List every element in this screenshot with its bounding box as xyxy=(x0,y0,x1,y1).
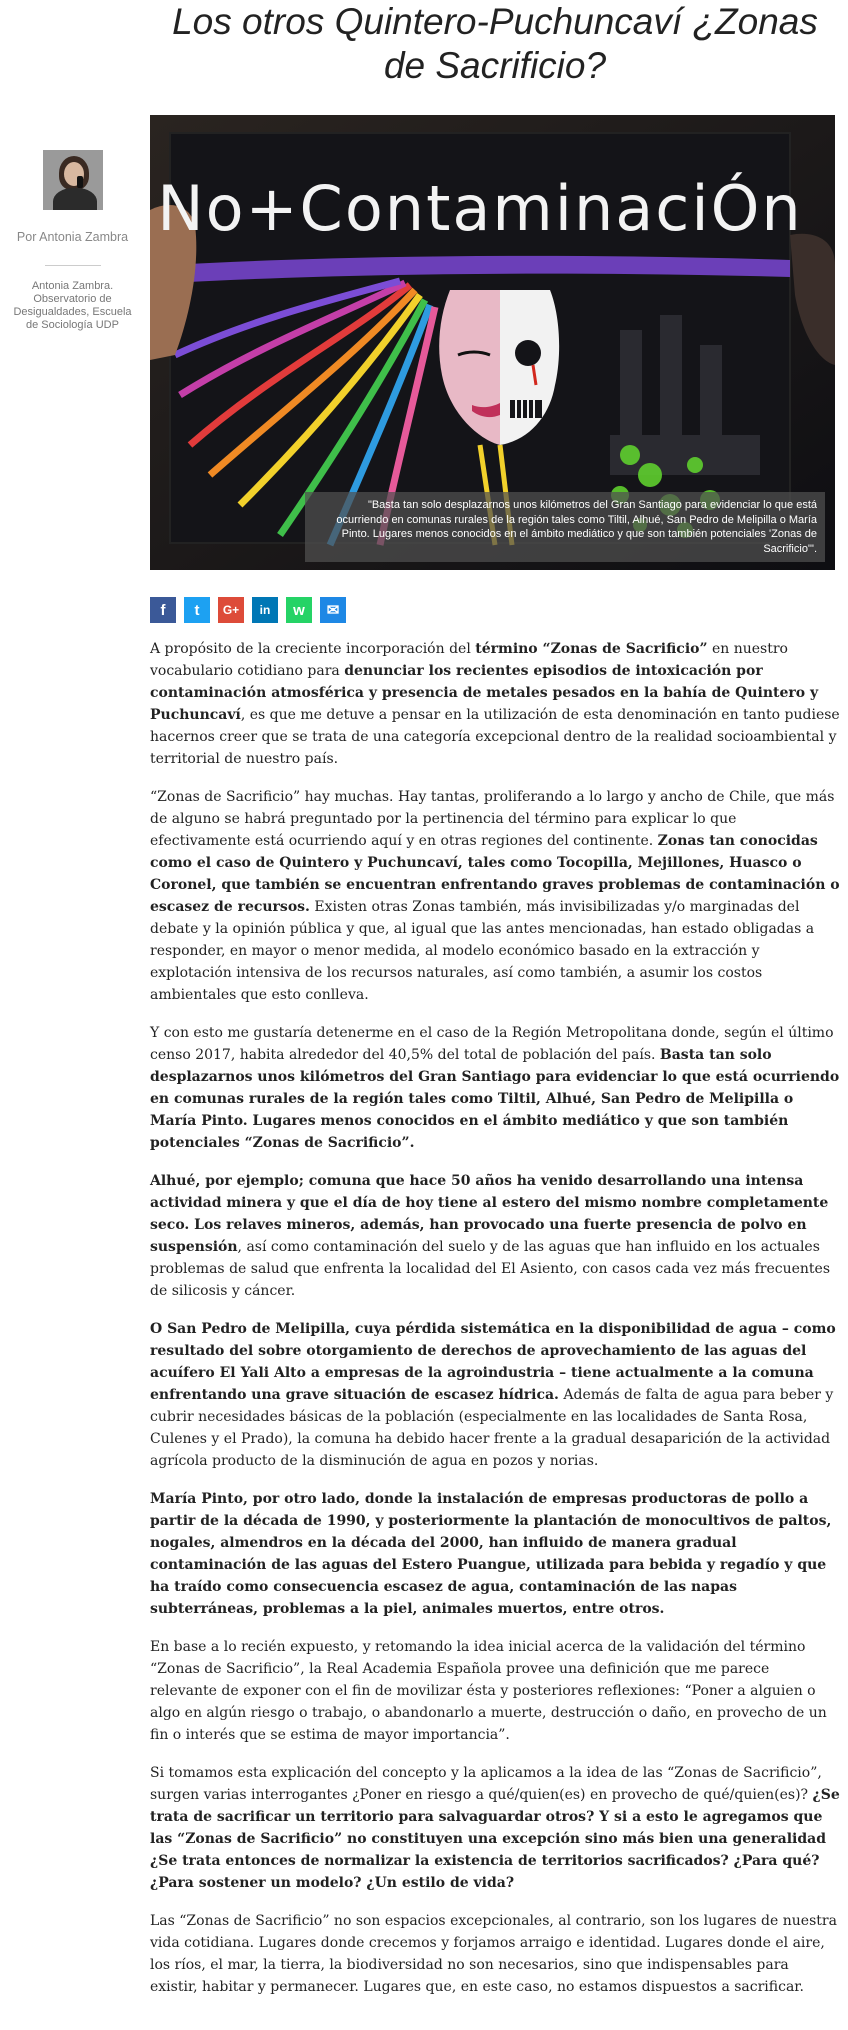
article-paragraph xyxy=(150,786,840,1006)
bold-text: María Pinto, por otro lado, donde la instalación de empresas productoras de pollo a partir de la década de 1990, y posteriormente la plantación de monocultivos de paltos, nogales, almendros en la década del 2000, han influido de manera gradual contaminación de las aguas del Estero Puangue, utilizada para bebida y regadío y que ha traído como consecuencia escasez de agua, contaminación de las napas subterráneas, problemas a la piel, animales muertos, entre otros. xyxy=(150,1491,832,1617)
sign-text: No+ContaminaciÓn xyxy=(157,172,803,245)
article-paragraph xyxy=(150,1488,840,1620)
author-box xyxy=(0,150,145,332)
bold-text: Alhué, por ejemplo; comuna que hace 50 años ha venido desarrollando una intensa actividad minera y que el día de hoy tiene al estero del mismo nombre completamente seco. Los relaves mineros, además, han provocado una fuerte presencia de polvo en suspensión xyxy=(150,1173,829,1255)
bold-text: O San Pedro de Melipilla, cuya pérdida sistemática en la disponibilidad de agua – como resultado del sobre otorgamiento de derechos de aprovechamiento de las aguas del acuífero El Yali Alto a empresas de la agroindustria – tiene actualmente a la comuna enfrentando una grave situación de escasez hídrica. xyxy=(150,1321,836,1403)
article-paragraph xyxy=(150,1318,840,1472)
text-run: Existen otras Zonas también, más invisibilizadas y/o marginadas del debate y la opinión pública y que, al igual que las antes mencionadas, han estado obligadas a responder, en mayor o menor medida, al modelo económico basado en la extracción y explotación intensiva de los recursos naturales, así como también, a asumir los costos ambientales que esto conlleva. xyxy=(150,899,815,1003)
text-run: En base a lo recién expuesto, y retomando la idea inicial acerca de la validación del término “Zonas de Sacrificio”, la Real Academia Española provee una definición que me parece relevante de exponer con el fin de movilizar ésta y posteriores reflexiones: “Poner a alguien o algo en algún riesgo o trabajo, o abandonarlo a muerte, destrucción o daño, en provecho de un fin o interés que se estima de mayor importancia”. xyxy=(150,1639,827,1743)
author-name[interactable]: Por Antonia Zambra xyxy=(16,230,129,244)
email-icon[interactable]: ✉ xyxy=(320,597,346,623)
author-divider xyxy=(45,265,101,266)
bold-text: denunciar los recientes episodios de intoxicación por contaminación atmosférica y presencia de metales pesados en la bahía de Quintero y Puchuncaví xyxy=(150,663,819,723)
image-caption: "Basta tan solo desplazarnos unos kilómetros del Gran Santiago para evidenciar lo que está ocurriendo en comunas rurales de la región tales como Tiltil, Alhué, San Pedro de Melipilla o María Pinto. Lugares menos conocidos en el ámbito mediático y que son también potenciales 'Zonas de Sacrificio'". xyxy=(305,492,825,562)
bold-text: término “Zonas de Sacrificio” xyxy=(475,641,708,657)
bold-text: ¿Se trata de sacrificar un territorio para salvaguardar otros? Y si a esto le agregamos que las “Zonas de Sacrificio” no constituyen una excepción sino más bien una generalidad ¿Se trata entonces de normalizar la existencia de territorios sacrificados? ¿Para qué? ¿Para sostener un modelo? ¿Un estilo de vida? xyxy=(150,1787,840,1891)
facebook-icon[interactable]: f xyxy=(150,597,176,623)
author-avatar[interactable] xyxy=(43,150,103,210)
text-run: en nuestro vocabulario cotidiano para xyxy=(150,641,788,679)
article-paragraph xyxy=(150,1022,840,1154)
text-run: , así como contaminación del suelo y de las aguas que han influido en los actuales problemas de salud que enfrenta la localidad del El Asiento, con casos cada vez más frecuentes de silicosis y cáncer. xyxy=(150,1239,831,1299)
google-plus-icon[interactable]: G+ xyxy=(218,597,244,623)
text-run: A propósito de la creciente incorporación del xyxy=(150,641,476,657)
share-bar xyxy=(150,597,346,623)
text-run: Si tomamos esta explicación del concepto y la aplicamos a la idea de las “Zonas de Sacrificio”, surgen varias interrogantes ¿Poner en riesgo a qué/quien(es) en provecho de qué/quien(es)? xyxy=(150,1765,822,1803)
twitter-icon[interactable]: t xyxy=(184,597,210,623)
hero-image xyxy=(150,115,835,570)
article-paragraph xyxy=(150,1910,840,1998)
whatsapp-icon[interactable]: w xyxy=(286,597,312,623)
article-paragraph xyxy=(150,638,840,770)
bold-text: Zonas tan conocidas como el caso de Quintero y Puchuncaví, tales como Tocopilla, Mejillones, Huasco o Coronel, que también se encuentran enfrentando graves problemas de contaminación o escasez de recursos. xyxy=(150,833,840,915)
text-run: Además de falta de agua para beber y cubrir necesidades básicas de la población (especialmente en las localidades de Santa Rosa, Culenes y el Prado), la comuna ha debido hacer frente a la gradual desaparición de la actividad agrícola producto de la disminución de agua en pozos y norias. xyxy=(150,1387,834,1469)
article-paragraph xyxy=(150,1762,840,1894)
bold-text: Basta tan solo desplazarnos unos kilómetros del Gran Santiago para evidenciar lo que está ocurriendo en comunas rurales de la región tales como Tiltil, Alhué, San Pedro de Melipilla o María Pinto. Lugares menos conocidos en el ámbito mediático y que son también potenciales “Zonas de Sacrificio”. xyxy=(150,1047,840,1151)
article-paragraph xyxy=(150,1636,840,1746)
text-run: Y con esto me gustaría detenerme en el caso de la Región Metropolitana donde, según el último censo 2017, habita alrededor del 40,5% del total de población del país. xyxy=(150,1025,834,1063)
text-run: , es que me detuve a pensar en la utilización de esta denominación en tanto pudiese hacernos creer que se trata de una categoría excepcional dentro de la realidad socioambiental y territorial de nuestro país. xyxy=(150,707,840,767)
article-body xyxy=(150,638,840,2014)
text-run: “Zonas de Sacrificio” hay muchas. Hay tantas, proliferando a lo largo y ancho de Chile, que más de alguno se habrá preguntado por la pertinencia del término para explicar lo que efectivamente está ocurriendo aquí y en otras regiones del continente. xyxy=(150,789,835,849)
linkedin-icon[interactable]: in xyxy=(252,597,278,623)
article-title: Los otros Quintero-Puchuncaví ¿Zonas de Sacrificio? xyxy=(172,1,818,86)
article-paragraph xyxy=(150,1170,840,1302)
author-bio: Antonia Zambra. Observatorio de Desigualdades, Escuela de Sociología UDP xyxy=(13,280,132,331)
text-run: Las “Zonas de Sacrificio” no son espacios excepcionales, al contrario, son los lugares de nuestra vida cotidiana. Lugares donde crecemos y forjamos arraigo e identidad. Lugares donde el aire, los ríos, el mar, la tierra, la biodiversidad no son necesarios, sino que indispensables para existir, habitar y permanecer. Lugares que, en este caso, no estamos dispuestos a sacrificar. xyxy=(150,1913,837,1995)
